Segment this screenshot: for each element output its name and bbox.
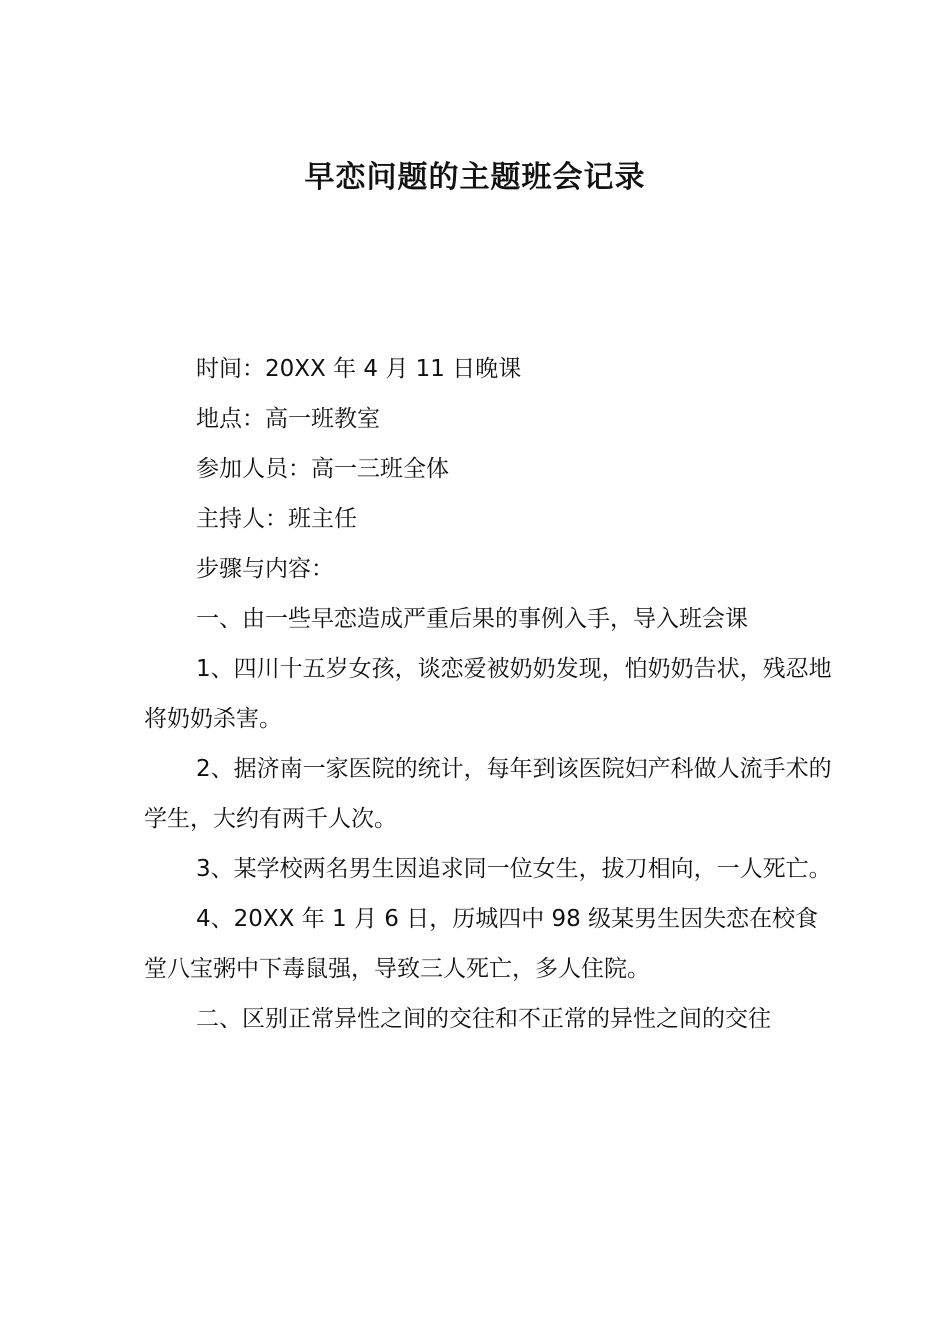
example-paragraph-1: 1、四川十五岁女孩，谈恋爱被奶奶发现，怕奶奶告状，残忍地将奶奶杀害。	[144, 656, 832, 732]
document-title: 早恋问题的主题班会记录	[304, 160, 646, 195]
section-one-heading: 一、由一些早恋造成严重后果的事例入手，导入班会课	[196, 606, 748, 632]
section-two-heading: 二、区别正常异性之间的交往和不正常的异性之间的交往	[196, 1006, 771, 1032]
meeting-host: 主持人：班主任	[196, 506, 357, 532]
meeting-participants: 参加人员：高一三班全体	[196, 456, 449, 482]
document-body	[144, 344, 834, 1044]
example-paragraph-2: 2、据济南一家医院的统计，每年到该医院妇产科做人流手术的学生，大约有两千人次。	[144, 756, 832, 832]
steps-heading: 步骤与内容：	[196, 556, 334, 582]
example-paragraph-3: 3、某学校两名男生因追求同一位女生，拔刀相向，一人死亡。	[196, 856, 832, 882]
example-paragraph-4: 4、20XX 年 1 月 6 日，历城四中 98 级某男生因失恋在校食堂八宝粥中下毒鼠强，导致三人死亡，多人住院。	[144, 906, 819, 982]
meeting-time: 时间：20XX 年 4 月 11 日晚课	[196, 356, 522, 382]
meeting-location: 地点：高一班教室	[196, 406, 380, 432]
